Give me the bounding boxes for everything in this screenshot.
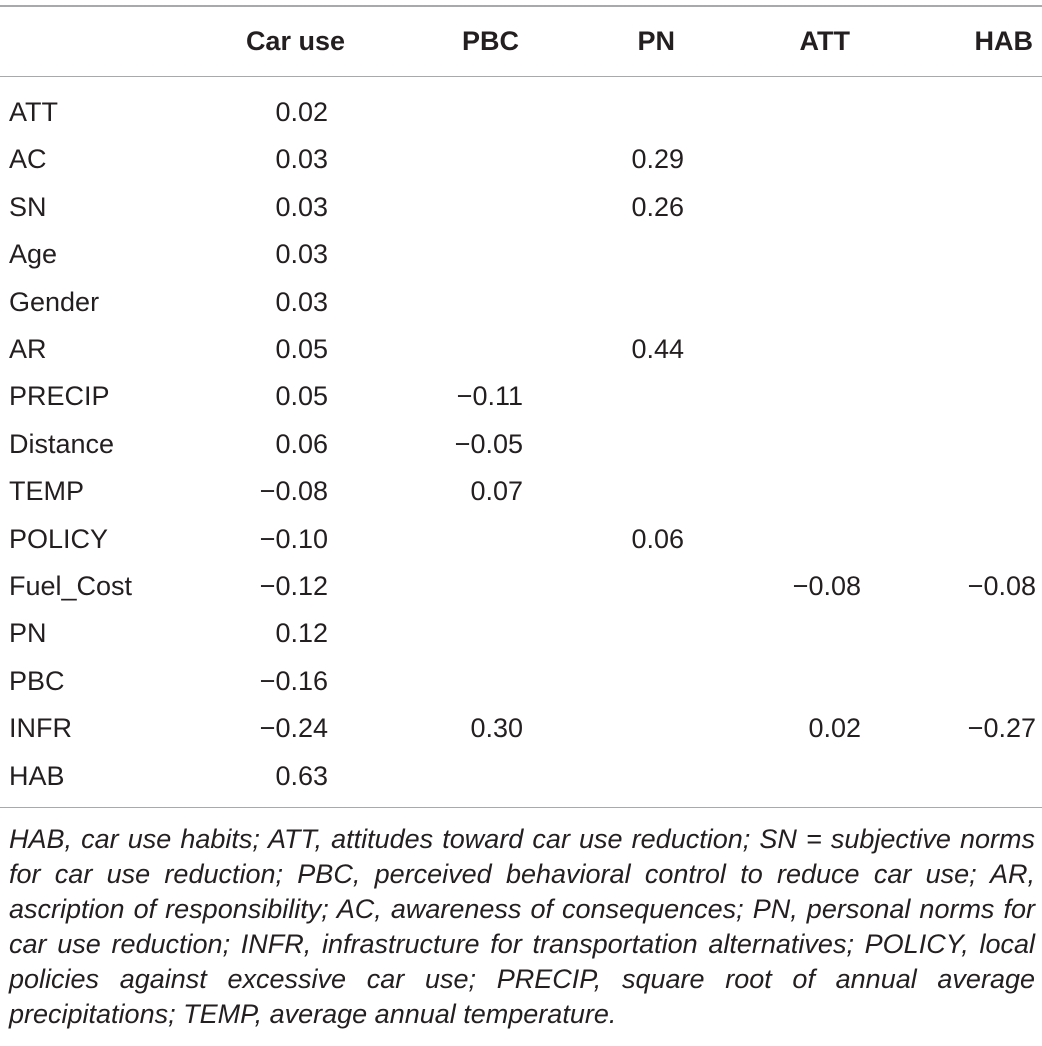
header-pbc: PBC (461, 26, 519, 56)
table-row (0, 428, 1042, 475)
table-row (0, 760, 1042, 807)
cell-car-use: −0.08 (259, 476, 328, 507)
cell-car-use: −0.10 (259, 523, 328, 554)
table-header-rule (0, 76, 1042, 77)
table-row (0, 665, 1042, 712)
table-row (0, 475, 1042, 522)
table-row (0, 570, 1042, 617)
cell-car-use: 0.05 (275, 381, 328, 412)
cell-pn: 0.29 (631, 144, 684, 175)
table-bottom-rule (0, 807, 1042, 808)
cell-pbc: 0.30 (470, 713, 523, 744)
header-hab: HAB (974, 26, 1033, 56)
row-label: POLICY (9, 523, 109, 554)
header-car-use: Car use (245, 26, 345, 56)
cell-pbc: −0.11 (456, 381, 523, 412)
cell-car-use: 0.02 (275, 97, 328, 127)
row-label: TEMP (9, 476, 85, 507)
row-label: HAB (9, 760, 65, 791)
header-att: ATT (799, 26, 850, 56)
cell-pn: 0.06 (631, 523, 684, 554)
row-label: PBC (9, 665, 65, 696)
table-row (0, 96, 1042, 143)
cell-pn: 0.44 (631, 334, 684, 364)
header-pn: PN (637, 26, 675, 56)
cell-car-use: 0.63 (275, 760, 328, 791)
row-label: INFR (9, 713, 72, 744)
cell-pbc: −0.05 (454, 428, 523, 459)
cell-car-use: 0.05 (275, 334, 328, 364)
cell-car-use: 0.03 (275, 191, 328, 222)
cell-car-use: −0.24 (259, 713, 328, 744)
row-label: PRECIP (9, 381, 110, 412)
table-row (0, 143, 1042, 190)
table-row (0, 617, 1042, 664)
cell-att: 0.02 (808, 713, 861, 744)
table-row (0, 286, 1042, 333)
cell-car-use: 0.06 (275, 428, 328, 459)
table-footnote: HAB, car use habits; ATT, attitudes toward car use reduction; SN = subjective norms for car use reduction; PBC, perceived behavioral control to reduce car use; AR, ascription of responsibility; AC, awareness of consequences; PN, personal norms for car use reduction; INFR, infrastructure for transportation alternatives; POLICY, local policies against excessive car use; PRECIP, square root of annual average precipitations; TEMP, average annual temperature. (9, 824, 1035, 1029)
row-label: Distance (9, 428, 115, 459)
cell-car-use: 0.03 (275, 286, 328, 317)
cell-car-use: 0.12 (275, 618, 328, 649)
row-label: Fuel_Cost (9, 571, 133, 601)
cell-car-use: −0.16 (259, 665, 328, 696)
cell-att: −0.08 (792, 571, 861, 601)
row-label: Age (9, 239, 58, 270)
table-row (0, 191, 1042, 238)
table-row (0, 523, 1042, 570)
table-row (0, 238, 1042, 285)
cell-hab: −0.08 (967, 571, 1036, 601)
cell-car-use: 0.03 (275, 144, 328, 175)
row-label: AR (9, 334, 47, 364)
cell-car-use: 0.03 (275, 239, 328, 270)
cell-car-use: −0.12 (259, 571, 328, 601)
row-label: AC (9, 144, 47, 175)
cell-pbc: 0.07 (470, 476, 523, 507)
row-label: PN (9, 618, 47, 649)
row-label: ATT (9, 97, 58, 127)
table-row (0, 712, 1042, 759)
table-top-rule (0, 5, 1042, 7)
row-label: SN (9, 191, 47, 222)
row-label: Gender (9, 286, 100, 317)
cell-pn: 0.26 (631, 191, 684, 222)
table-row (0, 333, 1042, 380)
table-row (0, 380, 1042, 427)
cell-hab: −0.27 (967, 713, 1036, 744)
